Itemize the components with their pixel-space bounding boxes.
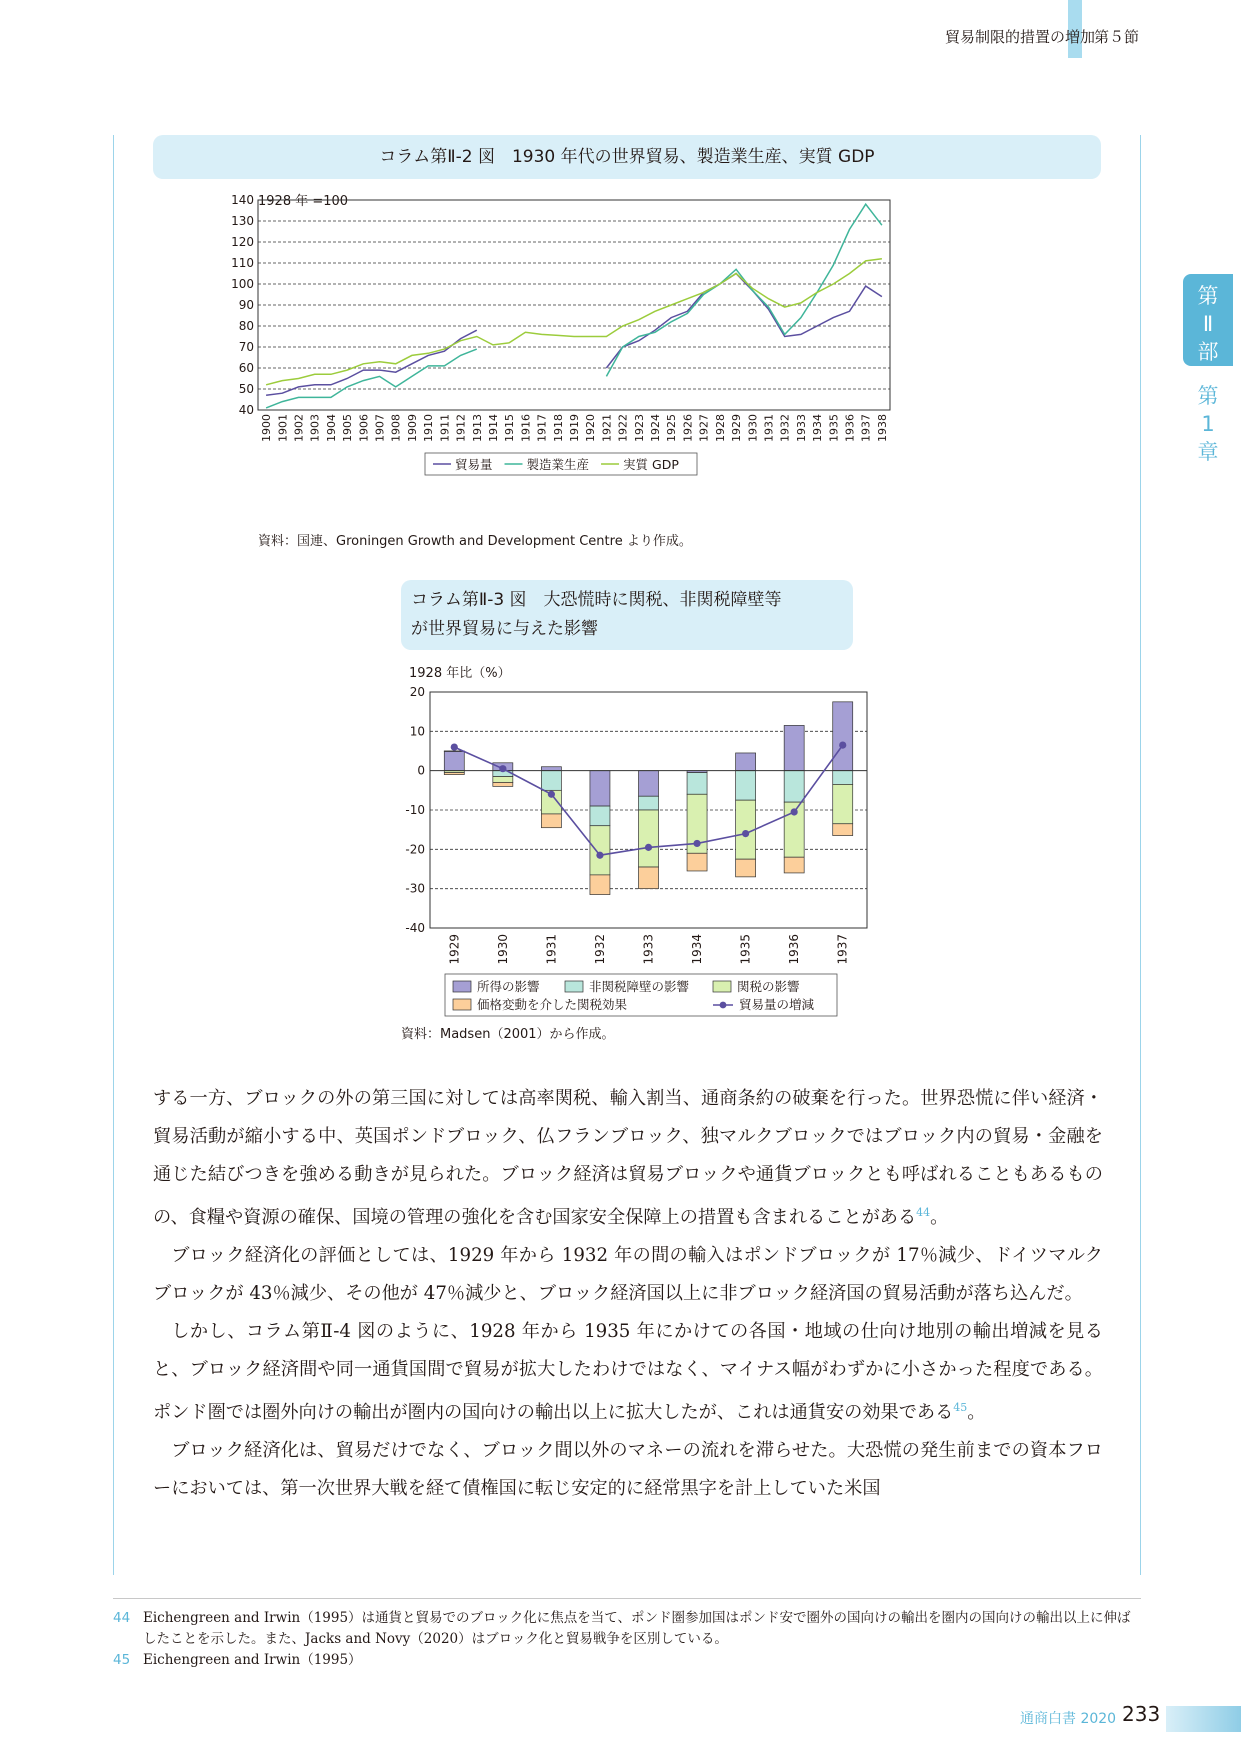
x-tick-label: 1908 <box>389 414 403 442</box>
part-tab-char: 第 <box>1197 284 1219 308</box>
chapter-char: 章 <box>1197 440 1219 464</box>
bar-segment <box>639 867 659 889</box>
footnote-rule <box>113 1598 1141 1599</box>
bar-segment <box>784 857 804 873</box>
part-tab-char: 部 <box>1197 340 1219 364</box>
x-tick-label: 1934 <box>811 414 825 442</box>
paragraph-end: 。 <box>930 1207 949 1229</box>
x-tick-label: 1933 <box>641 934 656 965</box>
paragraph <box>153 1313 1103 1432</box>
x-tick-label: 1922 <box>616 414 630 442</box>
x-tick-label: 1932 <box>778 414 792 442</box>
legend <box>425 453 697 475</box>
bar-segment <box>833 784 853 823</box>
x-tick-label: 1923 <box>632 414 646 442</box>
figure2-title: コラム第Ⅱ-2 図 1930 年代の世界貿易、製造業生産、実質 GDP <box>153 135 1101 179</box>
y-tick-label: 20 <box>409 685 425 699</box>
paragraph: ブロック経済化は、貿易だけでなく、ブロック間以外のマネーの流れを滞らせた。大恐慌の発生前までの資本フローにおいては、第一次世界大戦を経て債権国に転じ安定的に経常黒字を計上していた米国 <box>153 1440 1103 1500</box>
footer-accent-bar <box>1166 1706 1241 1732</box>
series-line <box>266 274 882 396</box>
x-tick-label: 1927 <box>697 414 711 442</box>
footnote-number: 44 <box>113 1610 131 1626</box>
section-number: 第５節 <box>1094 28 1140 46</box>
line-chart <box>231 193 1000 530</box>
x-tick-label: 1906 <box>357 414 371 442</box>
x-tick-label: 1903 <box>308 414 322 442</box>
chapter-label <box>1183 382 1233 466</box>
bar-segment <box>639 810 659 867</box>
footnote <box>113 1608 1143 1650</box>
bar-segment <box>493 777 513 783</box>
paragraph-text: する一方、ブロックの外の第三国に対しては高率関税、輸入割当、通商条約の破棄を行った。世界恐慌に伴い経済・貿易活動が縮小する中、英国ポンドブロック、仏フランブロック、独マルクブロックではブロック内の貿易・金融を通じた結びつきを強める動きが見られた。ブロック経済は貿易ブロックや通貨ブロックとも呼ばれることもあるものの、食糧や資源の確保、国境の管理の強化を含む国家安全保障上の措置も含まれることがある <box>153 1088 1103 1229</box>
y-tick-label: 90 <box>238 298 254 312</box>
x-tick-label: 1910 <box>422 414 436 442</box>
x-tick-label: 1907 <box>373 414 387 442</box>
legend-swatch <box>720 1002 727 1009</box>
x-tick-label: 1914 <box>486 414 500 442</box>
y-tick-label: 100 <box>231 277 254 291</box>
x-tick-label: 1904 <box>324 414 338 442</box>
section-title: 貿易制限的措置の増加 <box>944 28 1095 46</box>
bar-segment <box>784 771 804 802</box>
bar-segment <box>833 771 853 785</box>
data-point <box>645 844 652 851</box>
y-tick-label: 60 <box>238 361 254 375</box>
figure3-title-line: コラム第Ⅱ-3 図 大恐慌時に関税、非関税障壁等 <box>411 590 782 610</box>
x-tick-label: 1933 <box>794 414 808 442</box>
x-tick-label: 1919 <box>568 414 581 442</box>
figure2-source: 資料：国連、Groningen Growth and Development Centre より作成。 <box>258 534 692 549</box>
bar-segment <box>590 826 610 875</box>
legend-label: 貿易量の増減 <box>739 997 815 1012</box>
data-point <box>596 852 603 859</box>
legend <box>445 974 837 1016</box>
x-tick-label: 1937 <box>835 934 850 965</box>
y-tick-label: 130 <box>231 214 254 228</box>
legend-label: 製造業生産 <box>526 457 590 472</box>
bar-segment <box>639 771 659 797</box>
x-tick-label: 1931 <box>544 934 559 965</box>
legend-label: 貿易量 <box>455 457 493 472</box>
bar-segment <box>833 702 853 771</box>
x-tick-label: 1912 <box>454 414 468 442</box>
bar-segment <box>736 771 756 801</box>
x-tick-label: 1918 <box>551 414 565 442</box>
chapter-char: 1 <box>1201 412 1215 436</box>
paragraph-text: しかし、コラム第Ⅱ-4 図のように、1928 年から 1935 年にかけての各国・地域の仕向け地別の輸出増減を見ると、ブロック経済間や同一通貨国間で貿易が拡大したわけではなく、マイナス幅がわずかに小さかった程度である。ポンド圏では圏外向けの輸出が圏内の国向けの輸出以上に拡大したが、これは通貨安の効果である <box>153 1321 1103 1424</box>
legend-swatch <box>713 981 731 992</box>
bar-segment <box>541 814 561 828</box>
x-tick-label: 1913 <box>470 414 484 442</box>
x-tick-label: 1934 <box>690 934 705 965</box>
x-tick-label: 1935 <box>738 934 753 965</box>
bar-segment <box>639 796 659 810</box>
x-tick-label: 1909 <box>405 414 419 442</box>
x-tick-label: 1930 <box>746 414 760 442</box>
bar-segment <box>687 853 707 871</box>
chapter-char: 第 <box>1197 384 1219 408</box>
left-margin-rule <box>113 135 114 1575</box>
data-point <box>693 840 700 847</box>
x-tick-label: 1924 <box>649 414 663 442</box>
part-tab <box>1183 274 1233 366</box>
x-tick-label: 1900 <box>260 414 274 442</box>
x-tick-label: 1917 <box>535 414 549 442</box>
bar-segment <box>590 875 610 895</box>
y-tick-label: 110 <box>231 256 254 270</box>
x-tick-label: 1930 <box>495 934 510 965</box>
footnote-number: 45 <box>113 1652 131 1668</box>
footnote-ref[interactable]: 45 <box>953 1401 968 1415</box>
x-tick-label: 1905 <box>341 414 355 442</box>
x-tick-label: 1916 <box>519 414 533 442</box>
bar-segment <box>590 806 610 826</box>
right-margin-rule <box>1140 135 1141 1575</box>
x-tick-label: 1915 <box>503 414 517 442</box>
bar-segment <box>590 771 610 806</box>
x-tick-label: 1929 <box>730 414 744 442</box>
y-tick-label: 50 <box>238 382 254 396</box>
bar-segment <box>833 824 853 836</box>
legend-label: 所得の影響 <box>477 979 540 994</box>
part-tab-char: Ⅱ <box>1202 312 1214 336</box>
x-tick-label: 1901 <box>276 414 290 442</box>
bar-segment <box>493 782 513 786</box>
y-tick-label: 70 <box>238 340 254 354</box>
x-tick-label: 1931 <box>762 414 776 442</box>
x-tick-label: 1929 <box>447 934 462 965</box>
data-point <box>451 743 458 750</box>
data-point <box>742 830 749 837</box>
y-tick-label: -20 <box>405 842 425 857</box>
legend-label: 実質 GDP <box>623 457 679 472</box>
legend-swatch <box>453 999 471 1010</box>
paragraph-end: 。 <box>967 1402 986 1424</box>
x-tick-label: 1935 <box>827 414 841 442</box>
figure3-unit: 1928 年比（%） <box>409 666 511 681</box>
footnote-text: Eichengreen and Irwin（1995） <box>143 1652 362 1668</box>
x-tick-label: 1920 <box>584 414 598 442</box>
legend-swatch <box>565 981 583 992</box>
publication-name: 通商白書 2020 <box>1020 1711 1117 1727</box>
x-tick-label: 1925 <box>665 414 679 442</box>
x-tick-label: 1928 <box>713 414 727 442</box>
page-number: 233 <box>1122 1702 1161 1726</box>
y-tick-label: 140 <box>231 193 254 207</box>
x-tick-label: 1937 <box>859 414 873 442</box>
y-tick-label: -40 <box>405 921 425 935</box>
footnotes <box>113 1608 1143 1671</box>
x-tick-label: 1936 <box>787 934 802 965</box>
bar-segment <box>541 767 561 771</box>
y-tick-label: 10 <box>409 724 425 739</box>
paragraph: ブロック経済化の評価としては、1929 年から 1932 年の間の輸入はポンドブロックが 17％減少、ドイツマルクブロックが 43％減少、その他が 47％減少と、ブロック経済国以上に非ブロック経済国の貿易活動が落ち込んだ。 <box>153 1245 1103 1305</box>
legend-label: 価格変動を介した関税効果 <box>477 997 628 1012</box>
legend-label: 関税の影響 <box>737 979 800 994</box>
figure2-unit: 1928 年 =100 <box>258 194 349 209</box>
legend-swatch <box>453 981 471 992</box>
y-tick-label: 80 <box>238 319 254 333</box>
footnote <box>113 1650 1143 1671</box>
bar-segment <box>541 771 561 791</box>
bar-segment <box>784 725 804 770</box>
x-tick-label: 1936 <box>843 414 857 442</box>
figure3-title-line: が世界貿易に与えた影響 <box>411 619 598 639</box>
x-tick-label: 1932 <box>592 934 607 965</box>
data-point <box>548 791 555 798</box>
bar-segment <box>687 773 707 795</box>
data-point <box>791 808 798 815</box>
footnote-text: Eichengreen and Irwin（1995）は通貨と貿易でのブロック化に焦点を当て、ポンド圏参加国はポンド安で圏外の国向けの輸出を圏内の国向けの輸出以上に伸ばしたことを示した。また、Jacks and Novy（2020）はブロック化と貿易戦争を区別している。 <box>143 1610 1131 1647</box>
data-point <box>839 742 846 749</box>
y-tick-label: 0 <box>417 763 425 778</box>
stacked-bar-chart <box>395 676 875 1016</box>
body-text <box>153 1080 1103 1508</box>
y-tick-label: -10 <box>405 803 425 817</box>
bar-segment <box>444 751 464 771</box>
figure3-source: 資料：Madsen（2001）から作成。 <box>401 1027 615 1042</box>
x-tick-label: 1911 <box>438 414 452 442</box>
x-tick-label: 1902 <box>292 414 306 442</box>
footnote-ref[interactable]: 44 <box>916 1206 931 1219</box>
bar-segment <box>736 859 756 877</box>
x-tick-label: 1938 <box>875 414 889 442</box>
bar-segment <box>444 773 464 775</box>
legend-label: 非関税障壁の影響 <box>589 979 690 994</box>
series-line <box>266 259 882 385</box>
y-tick-label: -30 <box>405 881 425 896</box>
paragraph <box>153 1080 1103 1237</box>
y-tick-label: 120 <box>231 235 254 249</box>
data-point <box>499 765 506 772</box>
bar-segment <box>736 753 756 771</box>
x-tick-label: 1926 <box>681 414 695 442</box>
x-tick-label: 1921 <box>600 414 614 442</box>
y-tick-label: 40 <box>238 403 254 417</box>
figure3-title <box>401 580 853 650</box>
